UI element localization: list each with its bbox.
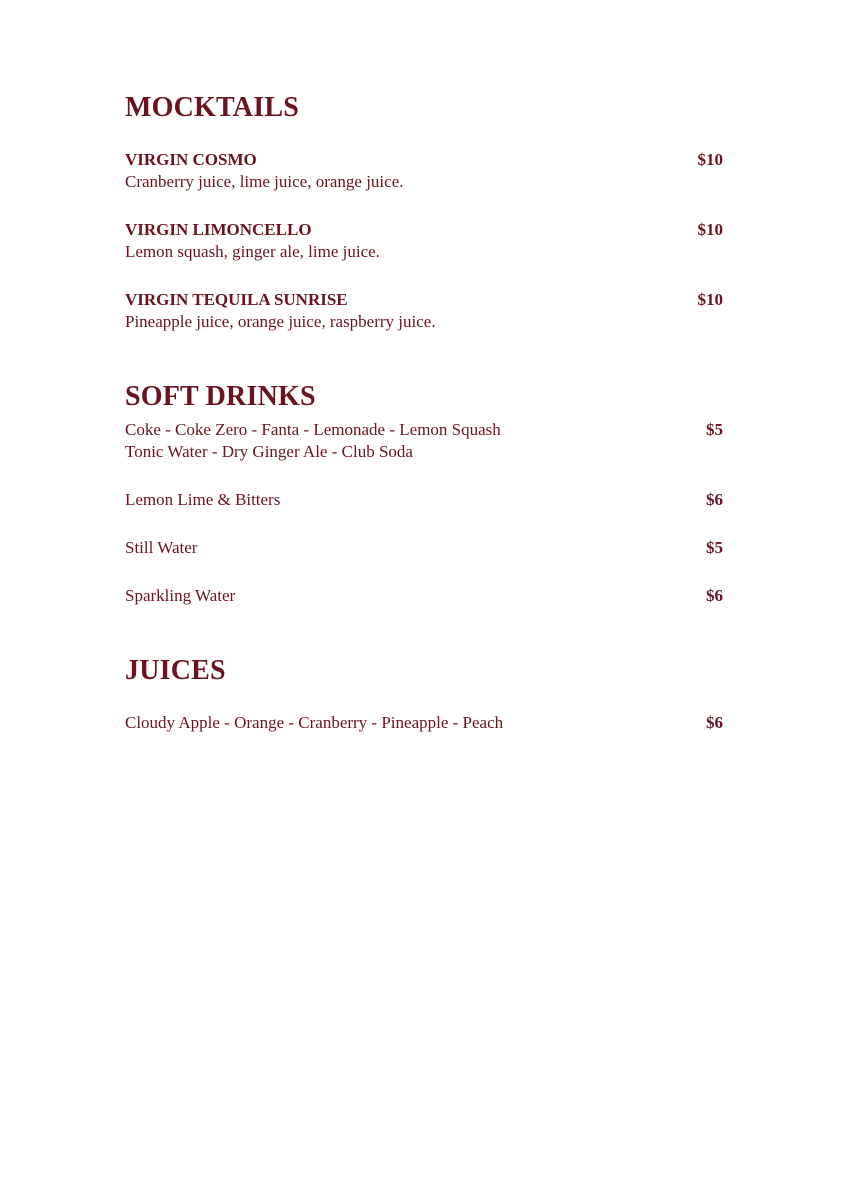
- item-name-continued: Tonic Water - Dry Ginger Ale - Club Soda: [125, 442, 413, 461]
- menu-item-lemon-lime-bitters: [125, 489, 723, 511]
- menu-item-juices-assorted: [125, 712, 723, 734]
- item-description: Pineapple juice, orange juice, raspberry juice.: [125, 312, 436, 331]
- menu-item-virgin-cosmo: [125, 149, 723, 193]
- item-price: $5: [706, 538, 723, 557]
- item-name: Coke - Coke Zero - Fanta - Lemonade - Lemon Squash: [125, 420, 501, 439]
- menu-item-still-water: [125, 537, 723, 559]
- item-price: $10: [697, 290, 723, 309]
- item-name: VIRGIN TEQUILA SUNRISE: [125, 290, 348, 309]
- item-price: $6: [706, 713, 723, 732]
- item-name: Cloudy Apple - Orange - Cranberry - Pineapple - Peach: [125, 713, 504, 732]
- item-name: Lemon Lime & Bitters: [125, 490, 281, 509]
- section-title-juices: JUICES: [125, 655, 226, 686]
- item-price: $6: [706, 490, 723, 509]
- item-name: Still Water: [125, 538, 198, 557]
- item-price: $6: [706, 586, 723, 605]
- menu-item-soft-drinks-assorted: [125, 419, 723, 463]
- menu-item-sparkling-water: [125, 585, 723, 607]
- menu-item-virgin-limoncello: [125, 219, 723, 263]
- section-title-soft-drinks: SOFT DRINKS: [125, 381, 316, 412]
- item-price: $5: [706, 420, 723, 439]
- menu-item-virgin-tequila-sunrise: [125, 289, 723, 333]
- item-name: VIRGIN LIMONCELLO: [125, 220, 312, 239]
- item-name: Sparkling Water: [125, 586, 236, 605]
- item-price: $10: [697, 150, 723, 169]
- item-description: Lemon squash, ginger ale, lime juice.: [125, 242, 380, 261]
- section-title-mocktails: MOCKTAILS: [125, 92, 299, 123]
- item-price: $10: [697, 220, 723, 239]
- item-name: VIRGIN COSMO: [125, 150, 257, 169]
- item-description: Cranberry juice, lime juice, orange juice.: [125, 172, 404, 191]
